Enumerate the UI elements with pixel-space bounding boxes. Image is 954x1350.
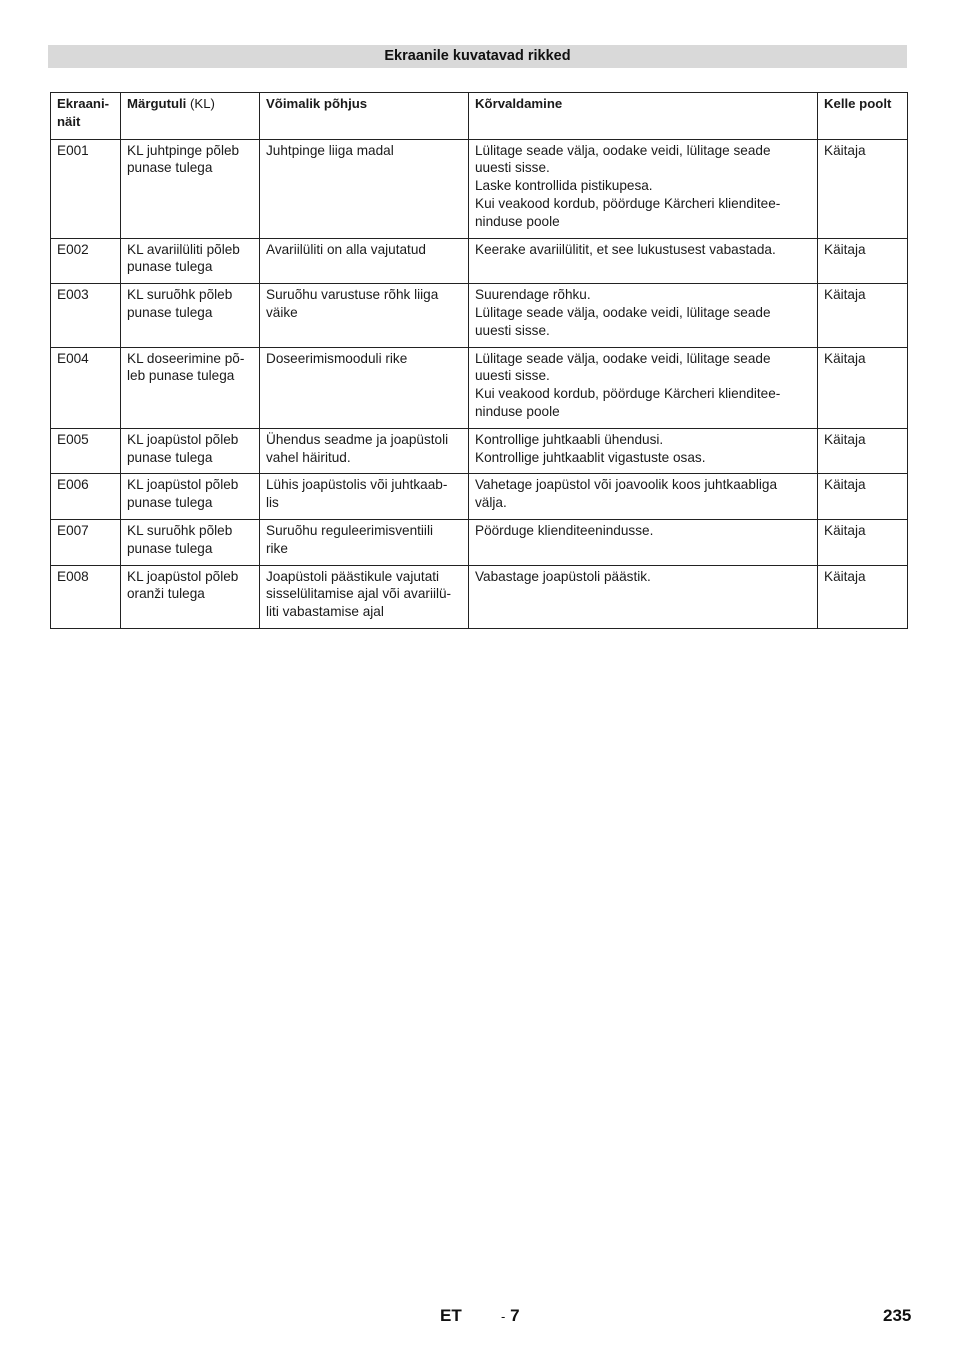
cell-lamp-line: leb punase tulega <box>127 368 235 384</box>
cell-cause-line: Joapüstoli päästikule vajutati <box>266 568 440 584</box>
header-code <box>51 93 121 140</box>
cell-remedy-line: ninduse poole <box>475 403 560 419</box>
cell-lamp-line: punase tulega <box>127 259 213 275</box>
cell-lamp <box>121 565 260 628</box>
cell-code: E001 <box>51 139 121 238</box>
cell-lamp-line: punase tulega <box>127 495 213 511</box>
cell-cause-line: lis <box>266 495 279 511</box>
cell-remedy-line: Suurendage rõhku. <box>475 287 591 303</box>
cell-remedy-line: Laske kontrollida pistikupesa. <box>475 178 653 194</box>
cell-lamp-line: punase tulega <box>127 540 213 556</box>
cell-lamp-line: KL joapüstol põleb <box>127 477 239 493</box>
section-title: Ekraanile kuvatavad rikked <box>48 45 907 68</box>
table-row <box>51 519 908 565</box>
table-row <box>51 428 908 474</box>
header-by: Kelle poolt <box>818 93 908 140</box>
cell-cause-line: Lühis joapüstolis või juhtkaab- <box>266 477 448 493</box>
cell-code: E005 <box>51 428 121 474</box>
cell-lamp-line: KL suruõhk põleb <box>127 522 233 538</box>
cell-code: E006 <box>51 474 121 520</box>
cell-cause-line: Ühendus seadme ja joapüstoli <box>266 431 449 447</box>
cell-remedy <box>469 347 818 428</box>
cell-cause <box>260 238 469 284</box>
cell-code: E004 <box>51 347 121 428</box>
cell-remedy-line: Lülitage seade välja, oodake veidi, lülitage seade <box>475 350 771 366</box>
cell-lamp-line: punase tulega <box>127 304 213 320</box>
header-code-line: Ekraani- <box>57 96 110 111</box>
cell-lamp <box>121 238 260 284</box>
cell-lamp-line: punase tulega <box>127 449 213 465</box>
cell-by: Käitaja <box>818 347 908 428</box>
header-lamp <box>121 93 260 140</box>
cell-remedy <box>469 139 818 238</box>
cell-lamp <box>121 284 260 347</box>
cell-cause <box>260 519 469 565</box>
cell-cause-line: väike <box>266 304 298 320</box>
cell-by: Käitaja <box>818 284 908 347</box>
header-lamp-abbrev: (KL) <box>186 96 215 111</box>
table-row <box>51 347 908 428</box>
cell-by: Käitaja <box>818 238 908 284</box>
cell-cause <box>260 474 469 520</box>
cell-cause-line: Suruõhu varustuse rõhk liiga <box>266 287 439 303</box>
cell-code: E002 <box>51 238 121 284</box>
table-row <box>51 284 908 347</box>
cell-cause-line: liti vabastamise ajal <box>266 604 384 620</box>
fault-table-body <box>51 139 908 628</box>
cell-remedy-line: ninduse poole <box>475 213 560 229</box>
cell-by: Käitaja <box>818 519 908 565</box>
cell-by: Käitaja <box>818 139 908 238</box>
table-header-row <box>51 93 908 140</box>
cell-cause-line: rike <box>266 540 288 556</box>
cell-remedy-line: Lülitage seade välja, oodake veidi, lülitage seade <box>475 304 771 320</box>
cell-cause-line: Doseerimismooduli rike <box>266 350 408 366</box>
cell-remedy-line: Lülitage seade välja, oodake veidi, lülitage seade <box>475 142 771 158</box>
cell-code: E008 <box>51 565 121 628</box>
footer-section-page-number: 7 <box>510 1306 520 1325</box>
cell-cause-line: Suruõhu reguleerimisventiili <box>266 522 433 538</box>
cell-remedy <box>469 474 818 520</box>
cell-remedy-line: uuesti sisse. <box>475 160 550 176</box>
cell-by: Käitaja <box>818 565 908 628</box>
cell-remedy-line: uuesti sisse. <box>475 368 550 384</box>
cell-cause <box>260 347 469 428</box>
cell-remedy <box>469 519 818 565</box>
cell-remedy-line: Kontrollige juhtkaabli ühendusi. <box>475 431 664 447</box>
cell-lamp-line: KL avariilüliti põleb <box>127 241 240 257</box>
cell-lamp-line: KL juhtpinge põleb <box>127 142 240 158</box>
cell-remedy-line: Vabastage joapüstoli päästik. <box>475 568 651 584</box>
cell-code: E003 <box>51 284 121 347</box>
cell-remedy-line: välja. <box>475 495 507 511</box>
cell-remedy <box>469 565 818 628</box>
cell-remedy <box>469 284 818 347</box>
cell-remedy-line: Kontrollige juhtkaablit vigastuste osas. <box>475 449 706 465</box>
footer-section-page <box>501 1306 520 1326</box>
header-cause: Võimalik põhjus <box>260 93 469 140</box>
footer-language: ET <box>440 1306 462 1325</box>
cell-cause <box>260 284 469 347</box>
cell-lamp <box>121 347 260 428</box>
footer-dash: - <box>501 1309 506 1324</box>
cell-lamp-line: KL suruõhk põleb <box>127 287 233 303</box>
cell-cause-line: vahel häiritud. <box>266 449 351 465</box>
cell-by: Käitaja <box>818 474 908 520</box>
cell-remedy-line: Keerake avariilülitit, et see lukustusest vabastada. <box>475 241 776 257</box>
cell-cause-line: sisselülitamise ajal või avariilü- <box>266 586 452 602</box>
cell-lamp <box>121 474 260 520</box>
cell-cause <box>260 139 469 238</box>
header-remedy: Kõrvaldamine <box>469 93 818 140</box>
table-row <box>51 565 908 628</box>
cell-cause <box>260 565 469 628</box>
cell-by: Käitaja <box>818 428 908 474</box>
cell-remedy <box>469 428 818 474</box>
cell-lamp-line: KL joapüstol põleb <box>127 431 239 447</box>
table-row <box>51 139 908 238</box>
cell-lamp-line: KL joapüstol põleb <box>127 568 239 584</box>
cell-remedy-line: Vahetage joapüstol või joavoolik koos juhtkaabliga <box>475 477 778 493</box>
table-row <box>51 238 908 284</box>
cell-remedy-line: uuesti sisse. <box>475 322 550 338</box>
table-row <box>51 474 908 520</box>
cell-lamp-line: oranži tulega <box>127 586 205 602</box>
cell-remedy <box>469 238 818 284</box>
cell-code: E007 <box>51 519 121 565</box>
cell-lamp <box>121 428 260 474</box>
cell-lamp <box>121 139 260 238</box>
header-code-line: näit <box>57 113 81 129</box>
cell-remedy-line: Kui veakood kordub, pöörduge Kärcheri klienditee- <box>475 195 781 211</box>
fault-table <box>50 92 908 629</box>
cell-cause-line: Juhtpinge liiga madal <box>266 142 394 158</box>
footer-page-number: 235 <box>883 1306 912 1325</box>
cell-cause-line: Avariilüliti on alla vajutatud <box>266 241 426 257</box>
cell-lamp-line: KL doseerimine põ- <box>127 350 245 366</box>
cell-lamp <box>121 519 260 565</box>
cell-lamp-line: punase tulega <box>127 160 213 176</box>
cell-cause <box>260 428 469 474</box>
cell-remedy-line: Pöörduge klienditeenindusse. <box>475 522 654 538</box>
header-lamp-bold: Märgutuli <box>127 96 187 111</box>
cell-remedy-line: Kui veakood kordub, pöörduge Kärcheri klienditee- <box>475 386 781 402</box>
